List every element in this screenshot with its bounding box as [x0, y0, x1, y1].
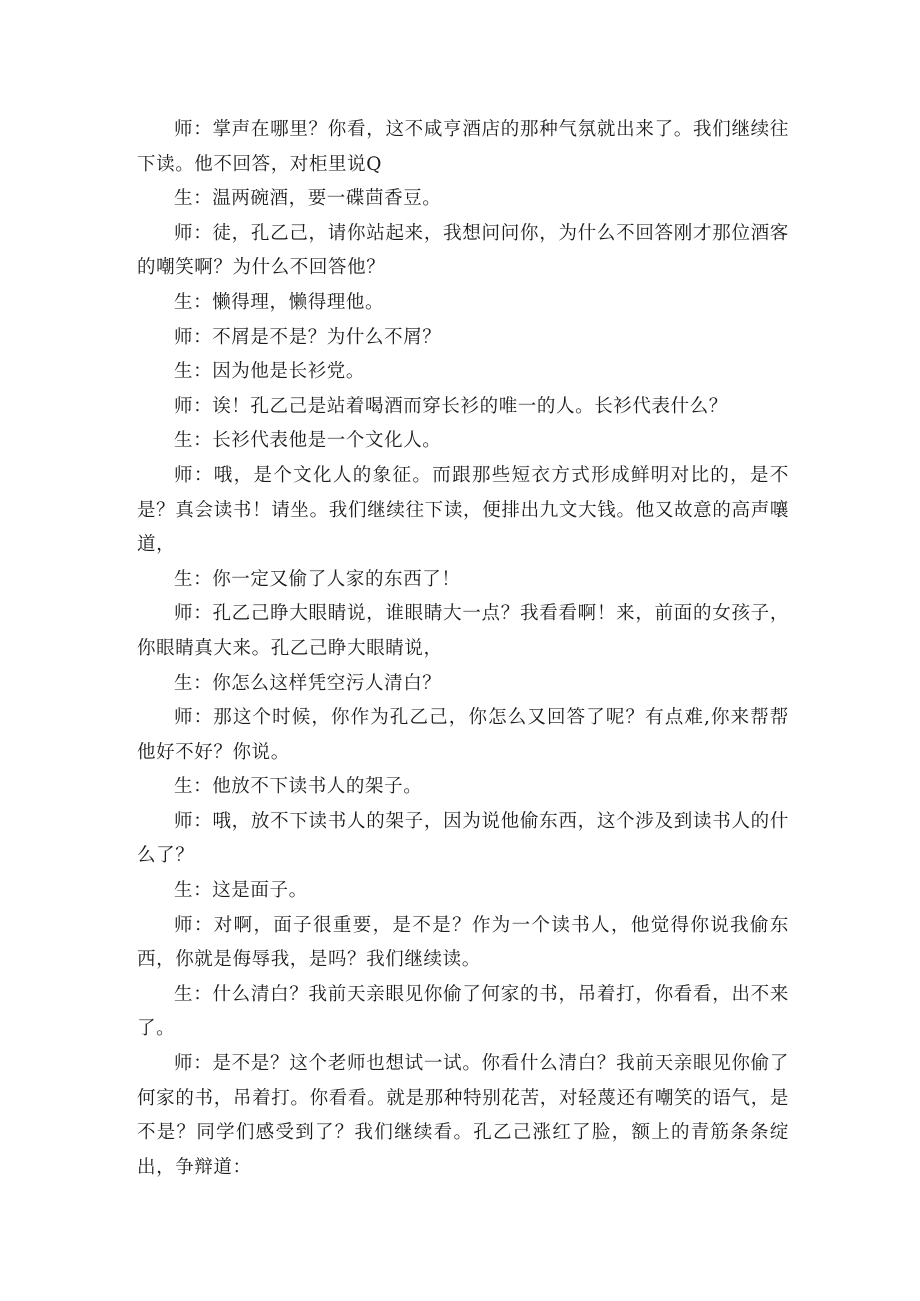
teacher-line: 师：诶！孔乙己是站着喝酒而穿长衫的唯一的人。长衫代表什么？	[174, 395, 728, 417]
teacher-line: 师：徒，孔乙己，请你站起来，我想问问你，为什么不回答刚才那位酒客的嘲笑啊？为什么不回答他？	[137, 222, 789, 279]
teacher-line: 师：孔乙己睁大眼睛说，谁眼睛大一点？我看看啊！来，前面的女孩子，你眼睛真大来。孔乙己睁大眼睛说，	[137, 603, 789, 659]
teacher-line: 师：哦，放不下读书人的架子，因为说他偷东西，这个涉及到读书人的什么了？	[137, 810, 789, 867]
student-line: 生：你怎么这样凭空污人清白？	[174, 672, 442, 694]
student-line: 生：什么清白？我前天亲眼见你偷了何家的书，吊着打，你看看，出不来了。	[137, 983, 789, 1040]
teacher-line: 师：掌声在哪里？你看，这不咸亨酒店的那种气氛就出来了。我们继续往下读。他不回答，对柜里说Q	[137, 119, 789, 175]
student-line: 生：这是面子。	[174, 880, 308, 902]
student-line: 生：懒得理，懒得理他。	[174, 291, 385, 313]
teacher-line: 师：对啊，面子很重要，是不是？作为一个读书人，他觉得你说我偷东西，你就是侮辱我，是吗？我们继续读。	[137, 914, 789, 971]
student-line: 生：你一定又偷了人家的东西了！	[174, 568, 461, 590]
teacher-line: 师：那这个时候，你作为孔乙己，你怎么又回答了呢？有点难,你来帮帮他好不好？你说。	[137, 707, 789, 763]
transcript-body	[137, 113, 789, 1185]
student-line: 生：因为他是长衫党。	[174, 361, 366, 383]
teacher-line: 师：是不是？这个老师也想试一试。你看什么清白？我前天亲眼见你偷了何家的书，吊着打。你看看。就是那种特别花苦，对轻蔑还有嘲笑的语气，是不是？同学们感受到了？我们继续看。孔乙己涨红了脸，额上的青筋条条绽出，争辩道：	[137, 1053, 789, 1178]
student-line: 生：他放不下读书人的架子。	[174, 776, 423, 798]
student-line: 生：温两碗酒，要一碟茴香豆。	[174, 188, 442, 210]
student-line: 生：长衫代表他是一个文化人。	[174, 430, 442, 452]
teacher-line: 师：哦，是个文化人的象征。而跟那些短衣方式形成鲜明对比的，是不是？真会读书！请坐。我们继续往下读，便排出九文大钱。他又故意的高声嚷道，	[137, 464, 789, 556]
teacher-line: 师：不屑是不是？为什么不屑？	[174, 326, 442, 348]
